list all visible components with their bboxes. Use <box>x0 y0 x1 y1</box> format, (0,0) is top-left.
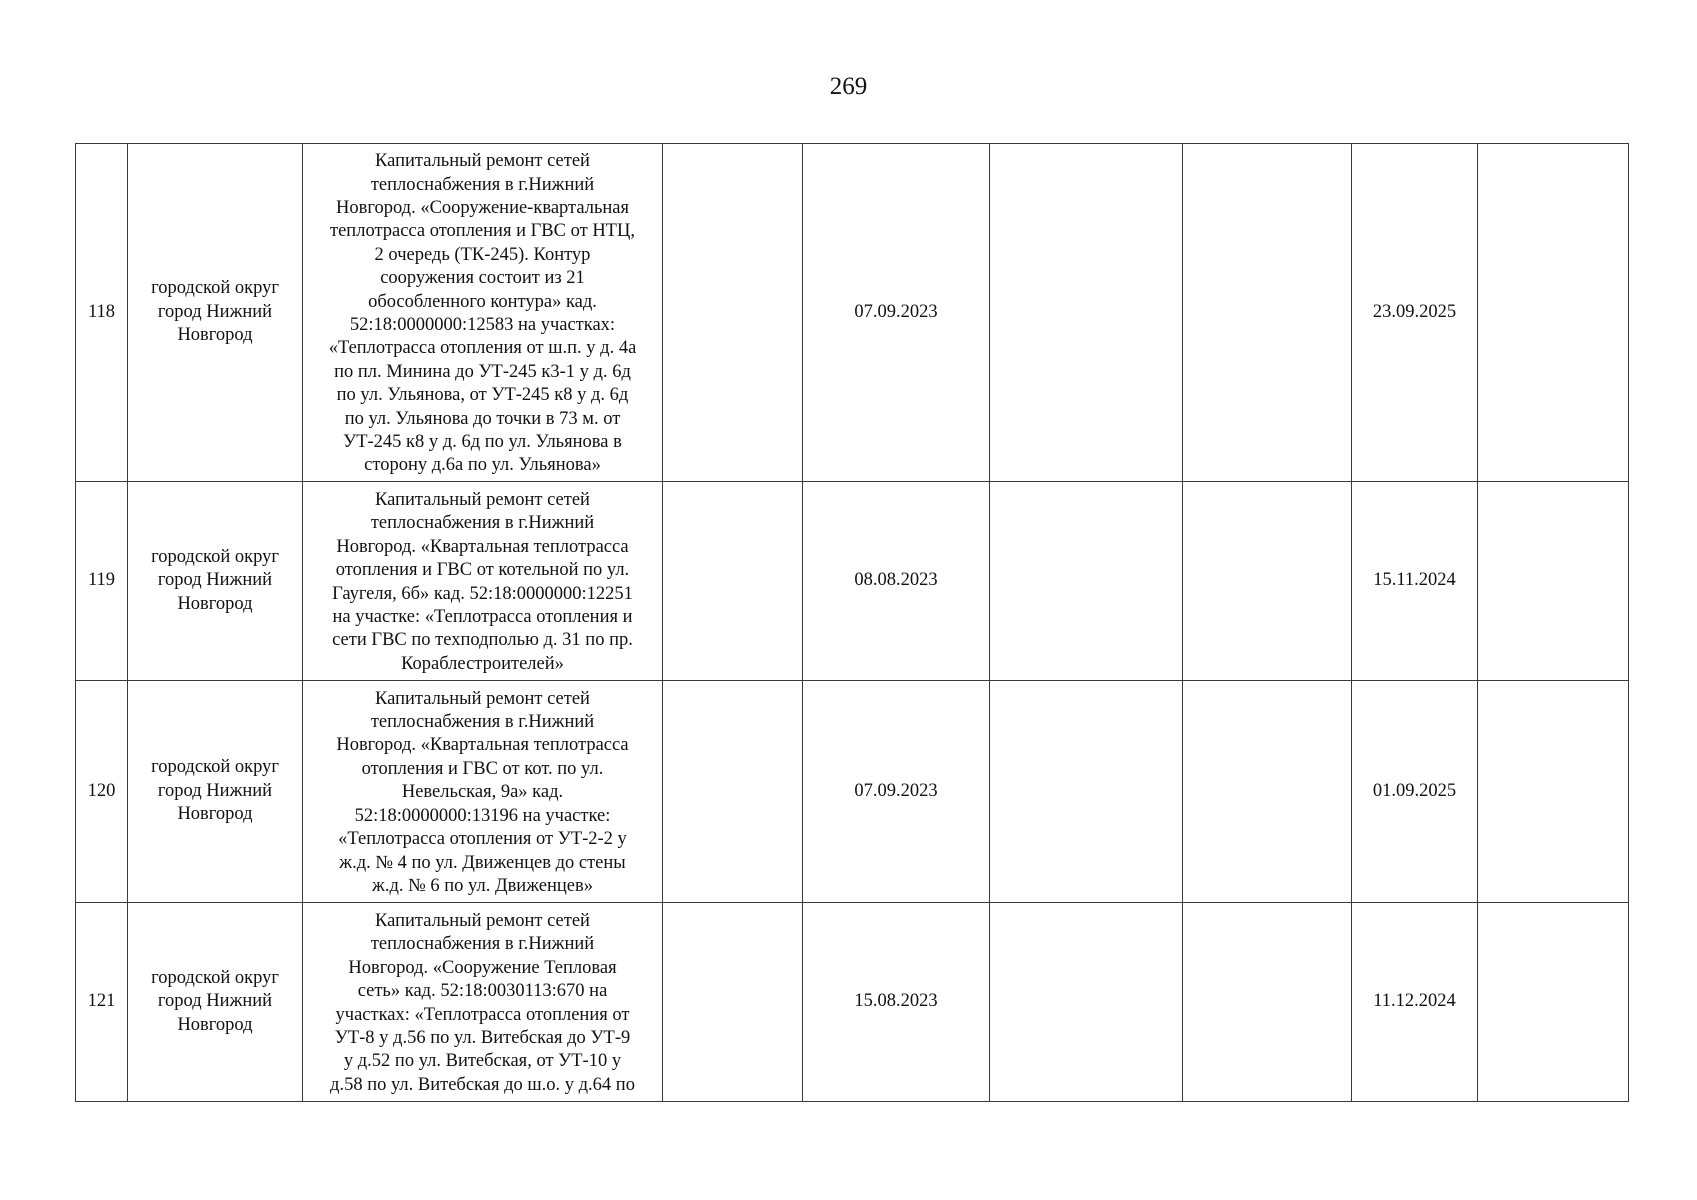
description-line: сеть» кад. 52:18:0030113:670 на <box>357 981 608 1002</box>
municipality-line: городской округ <box>151 757 279 778</box>
description-line: ж.д. № 4 по ул. Движенцев до стены <box>339 852 626 873</box>
municipality-line: Новгород <box>177 1014 253 1035</box>
municipality-line: город Нижний <box>157 780 273 801</box>
municipality-line: Новгород <box>177 325 253 346</box>
empty-cell <box>1478 144 1629 482</box>
empty-cell <box>990 482 1183 681</box>
description-line: Невельская, 9а» кад. <box>401 782 564 803</box>
start-date-cell: 07.09.2023 <box>803 681 990 903</box>
row-number: 121 <box>76 903 128 1102</box>
empty-cell <box>1478 903 1629 1102</box>
description-line: у д.52 по ул. Витебская, от УТ-10 у <box>343 1051 622 1072</box>
start-date-cell: 15.08.2023 <box>803 903 990 1102</box>
description-line: Кораблестроителей» <box>401 653 564 674</box>
description-line: Гаугеля, 6б» кад. 52:18:0000000:12251 <box>332 583 633 604</box>
municipality-cell <box>128 681 303 903</box>
description-line: сторону д.6а по ул. Ульянова» <box>364 455 601 476</box>
end-date-cell: 11.12.2024 <box>1352 903 1478 1102</box>
description-line: обособленного контура» кад. <box>368 291 597 312</box>
empty-cell <box>990 144 1183 482</box>
table-row <box>76 681 1629 903</box>
description-line: ж.д. № 6 по ул. Движенцев» <box>372 875 593 896</box>
empty-cell <box>1183 482 1352 681</box>
description-line: на участке: «Теплотрасса отопления и <box>332 606 633 627</box>
works-registry-table <box>75 143 1629 1102</box>
description-line: Новгород. «Сооружение-квартальная <box>335 197 630 218</box>
municipality-line: городской округ <box>151 546 279 567</box>
description-line: теплотрасса отопления и ГВС от НТЦ, <box>330 221 635 242</box>
empty-cell <box>663 681 803 903</box>
description-line: Новгород. «Квартальная теплотрасса <box>336 735 629 756</box>
row-number: 120 <box>76 681 128 903</box>
description-line: по ул. Ульянова до точки в 73 м. от <box>344 408 621 429</box>
work-description-cell <box>303 144 663 482</box>
description-line: Капитальный ремонт сетей <box>375 688 590 709</box>
description-line: Новгород. «Квартальная теплотрасса <box>336 536 629 557</box>
municipality-cell <box>128 144 303 482</box>
description-line: УТ-245 к8 у д. 6д по ул. Ульянова в <box>343 432 622 453</box>
municipality-line: город Нижний <box>157 991 273 1012</box>
end-date-cell: 23.09.2025 <box>1352 144 1478 482</box>
work-description-cell <box>303 482 663 681</box>
description-line: теплоснабжения в г.Нижний <box>370 174 595 195</box>
empty-cell <box>990 681 1183 903</box>
description-line: участках: «Теплотрасса отопления от <box>335 1004 630 1025</box>
description-line: теплоснабжения в г.Нижний <box>370 712 595 733</box>
work-description-cell <box>303 681 663 903</box>
start-date-cell: 07.09.2023 <box>803 144 990 482</box>
municipality-cell <box>128 482 303 681</box>
empty-cell <box>1478 482 1629 681</box>
description-line: Капитальный ремонт сетей <box>375 910 590 931</box>
description-line: 2 очередь (ТК-245). Контур <box>374 244 591 265</box>
description-line: «Теплотрасса отопления от УТ-2-2 у <box>338 829 627 850</box>
description-line: Новгород. «Сооружение Тепловая <box>348 957 617 978</box>
empty-cell <box>1478 681 1629 903</box>
municipality-cell <box>128 903 303 1102</box>
empty-cell <box>663 482 803 681</box>
table-row <box>76 482 1629 681</box>
page-number: 269 <box>829 73 868 100</box>
description-line: Капитальный ремонт сетей <box>375 489 590 510</box>
end-date-cell: 01.09.2025 <box>1352 681 1478 903</box>
description-line: отопления и ГВС от кот. по ул. <box>361 758 604 779</box>
description-line: теплоснабжения в г.Нижний <box>370 513 595 534</box>
municipality-line: городской округ <box>151 278 279 299</box>
work-description-cell <box>303 903 663 1102</box>
municipality-line: город Нижний <box>157 301 273 322</box>
description-line: отопления и ГВС от котельной по ул. <box>335 560 630 581</box>
empty-cell <box>1183 681 1352 903</box>
description-line: сооружения состоит из 21 <box>380 268 585 289</box>
description-line: по ул. Ульянова, от УТ-245 к8 у д. 6д <box>336 385 629 406</box>
empty-cell <box>990 903 1183 1102</box>
municipality-line: Новгород <box>177 593 253 614</box>
row-number: 118 <box>76 144 128 482</box>
description-line: «Теплотрасса отопления от ш.п. у д. 4а <box>328 338 637 359</box>
row-number: 119 <box>76 482 128 681</box>
description-line: по пл. Минина до УТ-245 к3-1 у д. 6д <box>334 361 631 382</box>
empty-cell <box>1183 144 1352 482</box>
empty-cell <box>1183 903 1352 1102</box>
description-line: Капитальный ремонт сетей <box>375 151 590 172</box>
empty-cell <box>663 144 803 482</box>
table-row <box>76 903 1629 1102</box>
description-line: УТ-8 у д.56 по ул. Витебская до УТ-9 <box>334 1027 631 1048</box>
table-row <box>76 144 1629 482</box>
start-date-cell: 08.08.2023 <box>803 482 990 681</box>
description-line: 52:18:0000000:12583 на участках: <box>349 315 616 335</box>
description-line: теплоснабжения в г.Нижний <box>370 934 595 955</box>
end-date-cell: 15.11.2024 <box>1352 482 1478 681</box>
description-line: сети ГВС по техподполью д. 31 по пр. <box>332 630 633 651</box>
municipality-line: город Нижний <box>157 570 273 591</box>
description-line: 52:18:0000000:13196 на участке: <box>354 805 611 826</box>
municipality-line: городской округ <box>151 967 279 988</box>
municipality-line: Новгород <box>177 804 253 825</box>
empty-cell <box>663 903 803 1102</box>
description-line: д.58 по ул. Витебская до ш.о. у д.64 по <box>330 1074 635 1095</box>
